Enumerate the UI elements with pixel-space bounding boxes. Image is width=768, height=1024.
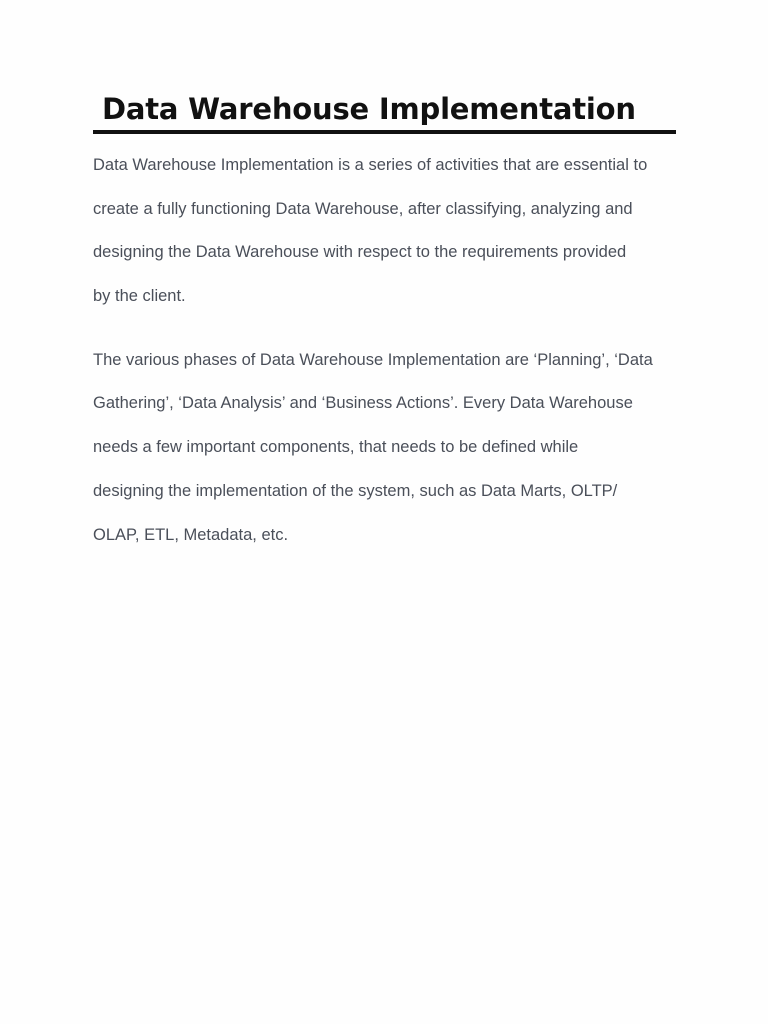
document-page [93, 88, 676, 557]
page-title: Data Warehouse Implementation [102, 92, 636, 126]
paragraph-line: Gathering’, ‘Data Analysis’ and ‘Business Actions’. Every Data Warehouse [93, 394, 633, 413]
paragraph-line: needs a few important components, that needs to be defined while [93, 438, 579, 457]
paragraph-line: Data Warehouse Implementation is a series of activities that are essential to [93, 156, 648, 174]
paragraph-line: designing the Data Warehouse with respect to the requirements provided [93, 243, 627, 262]
phases-paragraph [93, 339, 676, 557]
title-underline [93, 130, 676, 134]
intro-paragraph [93, 144, 676, 319]
paragraph-line: The various phases of Data Warehouse Implementation are ‘Planning’, ‘Data [93, 350, 653, 369]
paragraph-line: by the client. [93, 287, 186, 306]
paragraph-line: designing the implementation of the system, such as Data Marts, OLTP/ [93, 481, 618, 500]
paragraph-line: create a fully functioning Data Warehouse, after classifying, analyzing and [93, 199, 633, 218]
paragraph-line: OLAP, ETL, Metadata, etc. [93, 525, 289, 544]
